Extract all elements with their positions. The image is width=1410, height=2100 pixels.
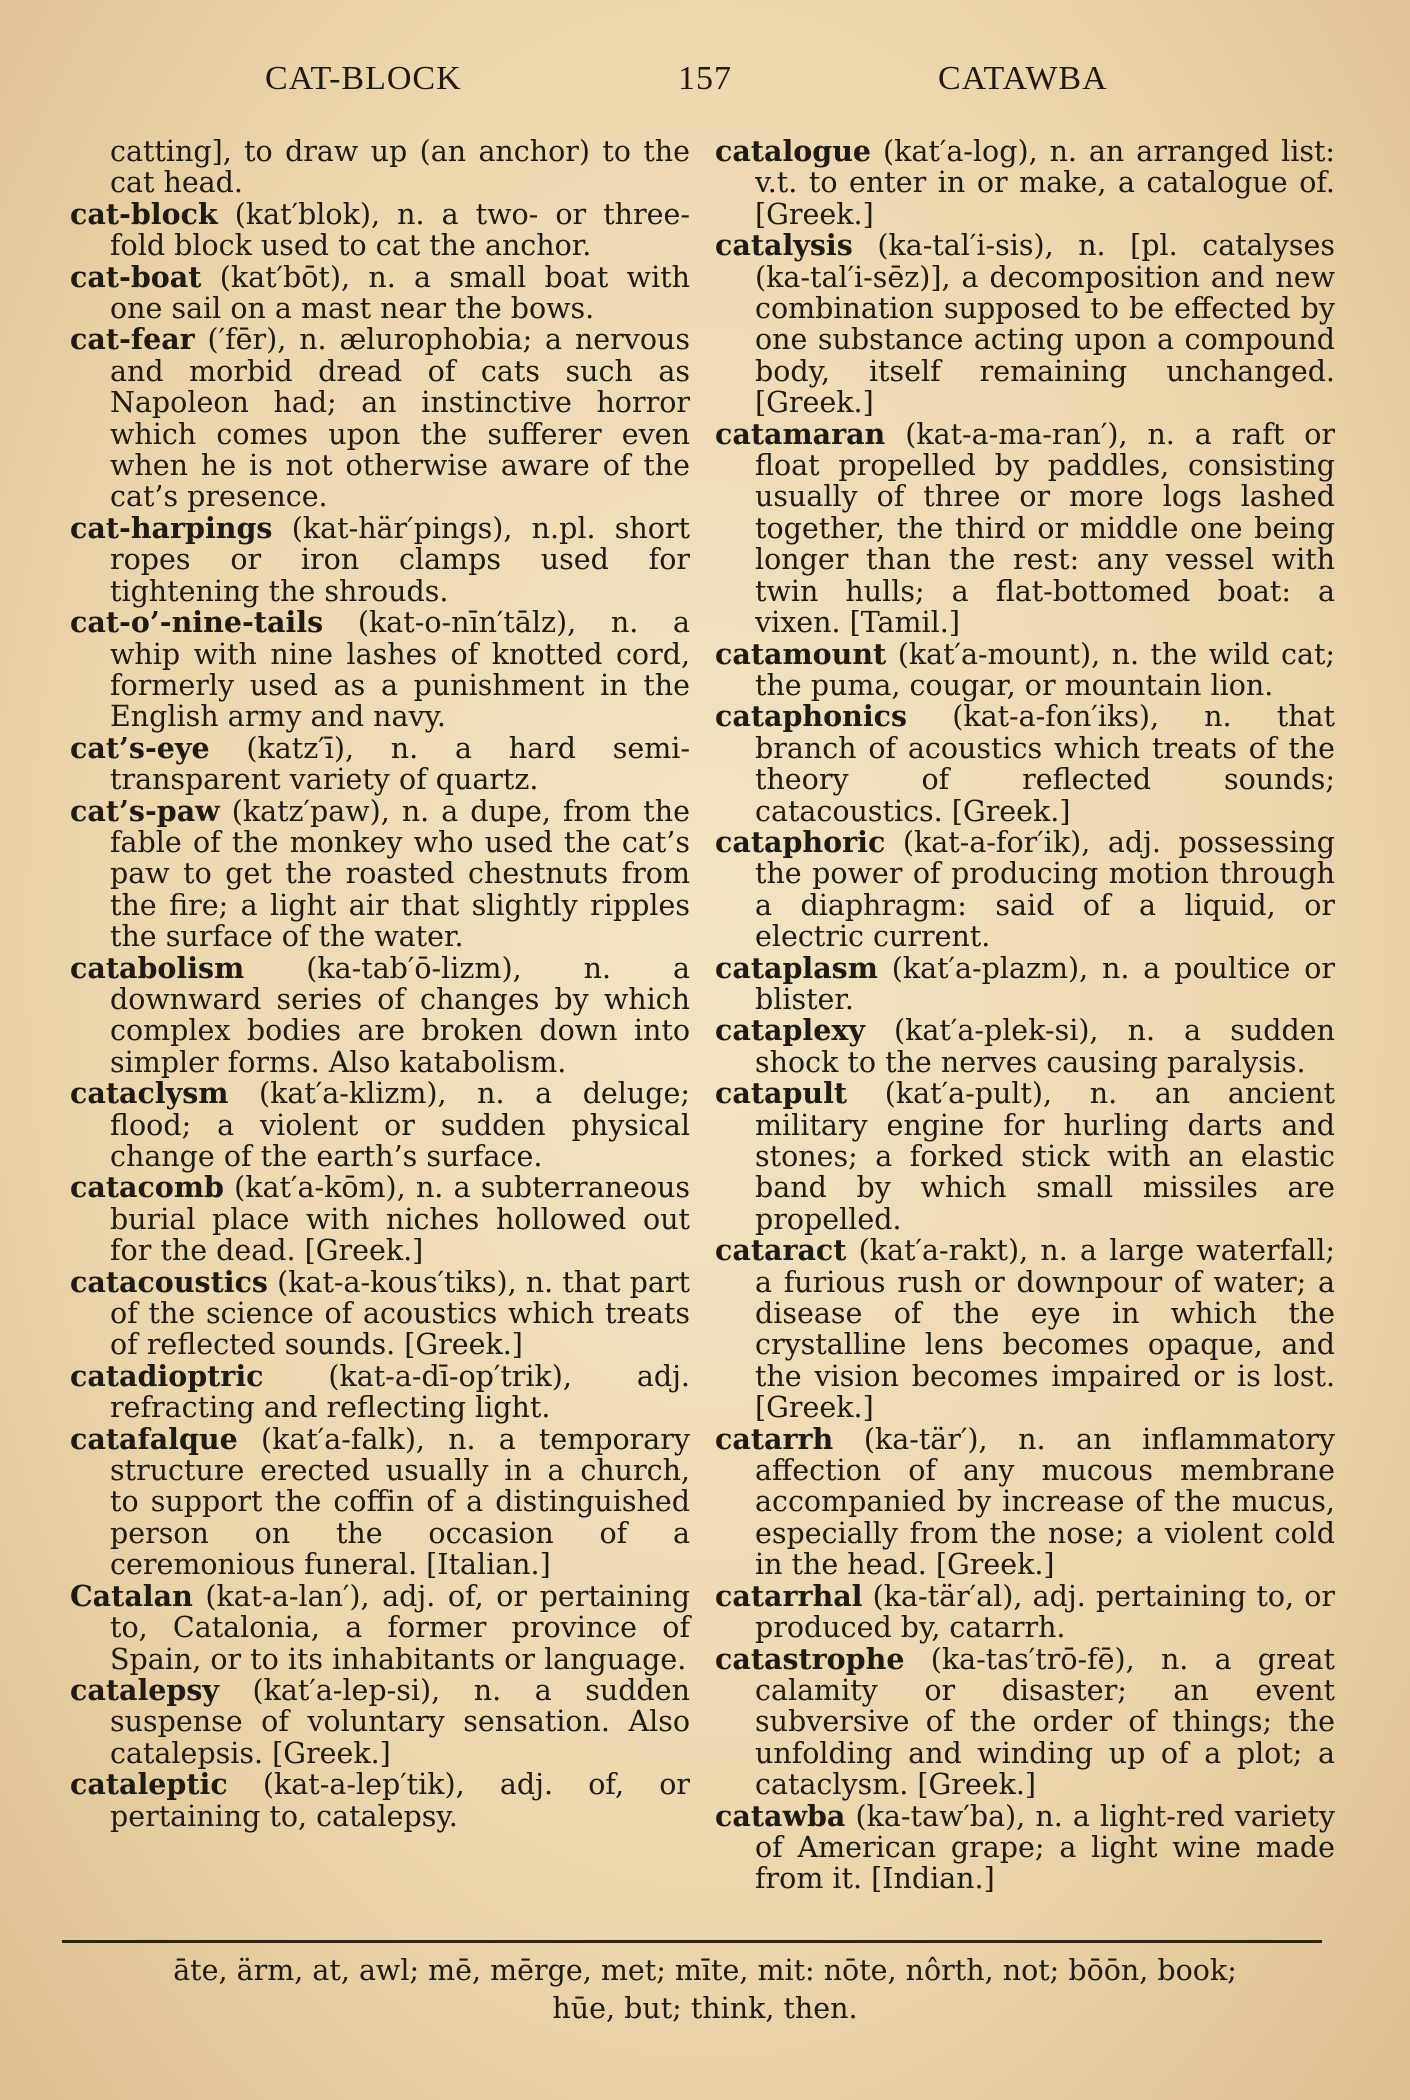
definition: (kat′blok), n. a two- or three-fold block used to cat the anchor. (110, 197, 690, 263)
headword: cat-boat (70, 259, 202, 294)
definition: (kat-a-fon′iks), n. that branch of acoustics which treats of the theory of reflected sounds; catacoustics. [Greek.] (755, 700, 1335, 828)
dictionary-entry (70, 1264, 690, 1362)
definition: (kat-a-kous′tiks), n. that part of the science of acoustics which treats of reflected sounds. [Greek.] (110, 1265, 690, 1362)
dictionary-entry (70, 324, 690, 512)
dictionary-entry (715, 1798, 1335, 1896)
footer-rule (62, 1940, 1322, 1943)
dictionary-entry (715, 824, 1335, 954)
dictionary-entry (715, 136, 1335, 230)
headword: catawba (715, 1798, 846, 1833)
dictionary-entry (715, 230, 1335, 418)
dictionary-entry (715, 1421, 1335, 1582)
header-left-guide-word: CAT-BLOCK (265, 60, 462, 97)
definition: (kat′a-rakt), n. a large waterfall; a furious rush or downpour of water; a disease of the eye in which the crystalline lens becomes opaque, and the vision becomes impaired or is lost. [Greek.] (755, 1234, 1335, 1425)
dictionary-entry (715, 636, 1335, 702)
headword: cataclysm (70, 1076, 229, 1111)
dictionary-entry (70, 1769, 690, 1832)
definition: (kat′a-lep-si), n. a sudden suspense of voluntary sensation. Also catalepsis. [Greek.] (110, 1673, 690, 1770)
dictionary-entry (715, 1015, 1335, 1078)
dictionary-entry (70, 793, 690, 954)
page-number: 157 (678, 60, 732, 97)
headword: cataplasm (715, 950, 878, 985)
dictionary-entry (715, 950, 1335, 1016)
dictionary-entry (715, 1578, 1335, 1645)
definition: (kat-a-lan′), adj. of, or pertaining to, Catalonia, a former province of Spain, or to its inhabitants or language. (110, 1579, 690, 1676)
headword: cataphoric (715, 824, 886, 859)
headword: catabolism (70, 950, 245, 985)
headword: cataplexy (715, 1013, 865, 1048)
headword: cat’s-eye (70, 730, 210, 765)
dictionary-entry (70, 1672, 690, 1770)
definition: (kat-o-nīn′tālz), n. a whip with nine lashes of knotted cord, formerly used as a punishment in the English army and navy. (110, 606, 690, 734)
definition: (kat′a-kōm), n. a subterraneous burial place with niches hollowed out for the dead. [Greek.] (110, 1171, 690, 1268)
pronunciation-key-line-2: hūe, but; think, then. (552, 1992, 858, 2025)
dictionary-entry (70, 510, 690, 608)
definition: (kat′a-plazm), n. a poultice or blister. (755, 951, 1335, 1016)
definition: (ka-tär′), n. an inflammatory affection of any mucous membrane accompanied by increase of the mucus, especially from the nose; a violent cold in the head. [Greek.] (755, 1422, 1335, 1582)
dictionary-entry (70, 1078, 690, 1172)
headword: cataract (715, 1233, 847, 1268)
headword: cataphonics (715, 699, 908, 734)
definition: (kat′bōt), n. a small boat with one sail on a mast near the bows. (110, 260, 690, 326)
dictionary-entry (70, 136, 690, 199)
definition: (ka-taw′ba), n. a light-red variety of American grape; a light wine made from it. [Indian.] (755, 1799, 1335, 1896)
definition: (ka-tas′trō-fē), n. a great calamity or disaster; an event subversive of the order of things; the unfolding and winding up of a plot; a cataclysm. [Greek.] (755, 1642, 1335, 1802)
headword: Catalan (70, 1578, 193, 1613)
dictionary-entry (70, 1578, 690, 1676)
headword: cat-o’-nine-tails (70, 605, 324, 640)
running-header (0, 56, 1410, 106)
definition: (kat′a-mount), n. the wild cat; the puma, cougar, or mountain lion. (755, 637, 1335, 702)
headword: cat-fear (70, 322, 195, 357)
dictionary-entry (70, 1421, 690, 1582)
dictionary-entry (70, 1172, 690, 1266)
headword: catamaran (715, 416, 886, 451)
definition: (ka-tal′i-sis), n. [pl. catalyses (ka-tal′i-sēz)], a decomposition and new combination supposed to be effected by one substance acting upon a compound body, itself remaining unchanged. [Greek.] (755, 229, 1335, 420)
definition: (kat′a-klizm), n. a deluge; flood; a violent or sudden physical change of the earth’s surface. (110, 1077, 690, 1173)
pronunciation-key-line-1: āte, ärm, at, awl; mē, mērge, met; mīte, mit: nōte, nôrth, not; bōōn, book; (173, 1954, 1237, 1987)
headword: catarrhal (715, 1578, 863, 1613)
definition: (kat′a-pult), n. an ancient military engine for hurling darts and stones; a forked stick with an elastic band by which small missiles are propelled. (755, 1077, 1335, 1236)
headword: catapult (715, 1076, 848, 1111)
definition: (kat′a-falk), n. a temporary structure erected usually in a church, to support the coffin of a distinguished person on the occasion of a ceremonious funeral. [Italian.] (110, 1422, 690, 1582)
definition: (kat-a-dī-op′trik), adj. refracting and reflecting light. (110, 1359, 690, 1425)
definition: (ka-tab′ō-lizm), n. a downward series of changes by which complex bodies are broken down into simpler forms. Also katabolism. (110, 951, 690, 1079)
definition: (kat-a-ma-ran′), n. a raft or float propelled by paddles, consisting usually of three or more logs lashed together, the third or middle one being longer than the rest: any vessel with twin hulls; a flat-bottomed boat: a vixen. [Tamil.] (755, 417, 1335, 640)
definition: (kat-a-lep′tik), adj. of, or pertaining to, catalepsy. (110, 1768, 690, 1833)
dictionary-entry (715, 1235, 1335, 1423)
headword: catacomb (70, 1170, 224, 1205)
left-column (70, 136, 690, 1832)
dictionary-entry (715, 1078, 1335, 1235)
dictionary-entry (70, 950, 690, 1079)
header-right-guide-word: CATAWBA (938, 60, 1108, 97)
dictionary-entry (70, 196, 690, 263)
headword: cataleptic (70, 1767, 228, 1802)
headword: catastrophe (715, 1641, 905, 1676)
definition: (kat-a-for′ik), adj. possessing the power of producing motion through a diaphragm: said of a liquid, or electric current. (755, 825, 1335, 954)
definition: (ka-tär′al), adj. pertaining to, or produced by, catarrh. (755, 1579, 1335, 1645)
headword: catarrh (715, 1421, 834, 1456)
dictionary-entry (715, 416, 1335, 640)
dictionary-entry (70, 607, 690, 733)
headword: catacoustics (70, 1264, 268, 1299)
dictionary-entry (715, 701, 1335, 827)
dictionary-entry (70, 730, 690, 797)
definition: (kat′a-plek-si), n. a sudden shock to the nerves causing paralysis. (755, 1014, 1335, 1079)
dictionary-entry (70, 1358, 690, 1425)
headword: catalepsy (70, 1672, 219, 1707)
definition: (katz′paw), n. a dupe, from the fable of the monkey who used the cat’s paw to get the roasted chestnuts from the fire; a light air that slightly ripples the surface of the water. (110, 794, 690, 954)
dictionary-entry (715, 1641, 1335, 1802)
headword: catalogue (715, 134, 872, 168)
definition: (katz′ī), n. a hard semi-transparent variety of quartz. (110, 731, 690, 797)
pronunciation-key (0, 1952, 1410, 2028)
headword: cat’s-paw (70, 793, 220, 828)
definition: (kat-här′pings), n.pl. short ropes or iron clamps used for tightening the shrouds. (110, 511, 690, 608)
headword: cat-harpings (70, 510, 273, 545)
definition: (kat′a-log), n. an arranged list: v.t. to enter in or make, a catalogue of. [Greek.] (755, 135, 1335, 231)
headword: catafalque (70, 1421, 238, 1456)
right-column (715, 136, 1335, 1895)
headword: catadioptric (70, 1358, 264, 1393)
definition: catting], to draw up (an anchor) to the cat head. (110, 135, 690, 200)
definition: (′fēr), n. ælurophobia; a nervous and morbid dread of cats such as Napoleon had; an instinctive horror which comes upon the sufferer even when he is not otherwise aware of the cat’s presence. (110, 323, 690, 514)
headword: catamount (715, 636, 887, 671)
dictionary-entry (70, 259, 690, 326)
headword: cat-block (70, 196, 218, 231)
headword: catalysis (715, 228, 853, 263)
